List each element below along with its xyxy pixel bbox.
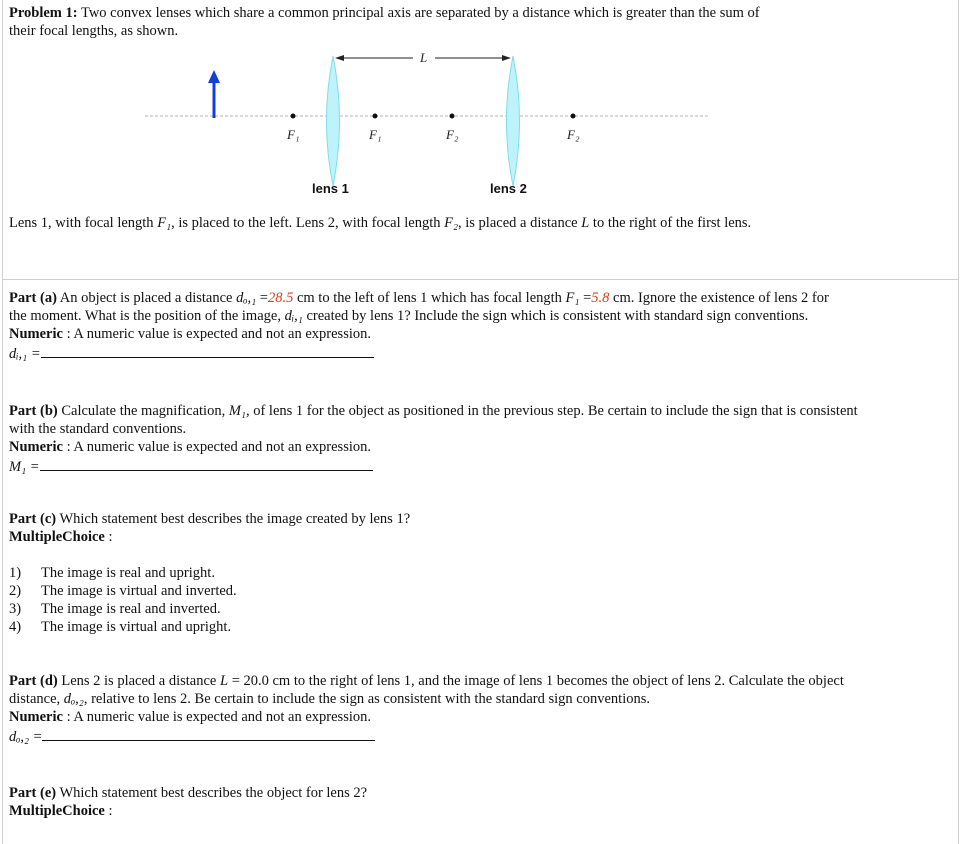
distance-label: L [420,50,428,65]
part-a-text-3: cm. Ignore the existence of lens 2 for [609,290,829,306]
part-b-label: Part (b) [9,403,58,419]
part-c-type-note: : [104,529,113,545]
part-d-text-2: = 20.0 cm to the right of lens 1, and the image of lens 1 becomes the object of lens 2. Calculate the object [228,673,844,689]
part-c-option-4[interactable] [9,618,237,636]
option-number: 3) [9,601,22,617]
part-a-label: Part (a) [9,290,57,306]
lens-2-label: lens 2 [490,181,527,196]
focal-label-2: F₁ [369,127,382,142]
part-d-label: Part (d) [9,673,58,689]
focal-point-1 [291,114,296,119]
distance-arrow-right [502,55,511,61]
intro-text [9,214,751,232]
part-e-label: Part (e) [9,785,57,801]
option-number: 2) [9,583,22,599]
part-d-type-note: : A numeric value is expected and not an expression. [62,709,371,725]
part-d-answer-symbol: dₒ,₂ = [9,729,43,745]
focal-label-4: F₂ [567,127,580,142]
intro-text-3: , is placed a distance [458,215,582,231]
part-c-options [9,564,237,636]
part-b-text-1: Calculate the magnification, [57,403,229,419]
part-c-option-1[interactable] [9,564,237,582]
part-a-text-2: cm to the left of lens 1 which has focal length [293,290,566,306]
part-b-m1: M₁ [228,403,246,419]
part-c-option-3[interactable] [9,600,237,618]
option-number: 4) [9,619,22,635]
intro-f1: F₁ [157,215,172,231]
part-a-section [3,279,958,280]
part-b-answer-blank[interactable] [40,456,373,471]
part-e-type: MultipleChoice [9,803,105,819]
part-c-option-2[interactable] [9,582,237,600]
part-a-do1: dₒ,₁ [236,290,257,306]
part-e-text: Which statement best describes the object for lens 2? [56,785,368,801]
part-a-f1: F₁ [565,290,580,306]
part-d-text-1: Lens 2 is placed a distance [57,673,220,689]
part-d-l: L [219,673,229,689]
option-text: The image is real and inverted. [41,601,221,617]
part-c-label: Part (c) [9,511,57,527]
focal-point-4 [571,114,576,119]
part-a [9,289,829,363]
part-e [9,784,367,820]
part-d [9,672,844,746]
part-d-text-4: , relative to lens 2. Be certain to include the sign as consistent with the standard sign conventions. [83,691,651,707]
option-number: 1) [9,565,22,581]
problem-label: Problem 1: [9,5,78,21]
object-arrow-head [208,70,220,83]
part-a-text-4: the moment. What is the position of the image, [9,308,285,324]
part-b-type: Numeric [9,439,63,455]
part-a-answer-symbol: dᵢ,₁ = [9,346,41,362]
problem-text: Two convex lenses which share a common principal axis are separated by a distance which is greater than the sum of [80,5,760,21]
problem-frame [2,0,959,844]
part-b-type-note: : A numeric value is expected and not an expression. [62,439,371,455]
part-e-type-note: : [104,803,113,819]
lens-2-shape [507,56,520,186]
part-a-text-1: An object is placed a distance [56,290,237,306]
part-c-text: Which statement best describes the image created by lens 1? [56,511,411,527]
lens-1-shape [327,56,340,186]
part-d-do2: dₒ,₂ [63,691,84,707]
part-c [9,510,410,546]
part-a-object-distance: 28.5 [267,290,294,306]
part-a-type-note: : A numeric value is expected and not an expression. [62,326,371,342]
distance-arrow-left [335,55,344,61]
part-a-di1: dᵢ,₁ [284,308,303,324]
lens-diagram [3,46,958,216]
intro-text-1: Lens 1, with focal length [9,215,158,231]
intro-l: L [581,215,590,231]
part-a-type: Numeric [9,326,63,342]
part-a-text-5: created by lens 1? Include the sign which is consistent with standard sign conventions. [302,308,809,324]
intro-text-2: , is placed to the left. Lens 2, with focal length [171,215,445,231]
part-b-text-2: , of lens 1 for the object as positioned in the previous step. Be certain to include the sign that is consistent [245,403,858,419]
part-b-answer-symbol: M₁ = [9,459,40,475]
problem-statement [9,4,760,40]
focal-label-1: F₁ [287,127,300,142]
option-text: The image is real and upright. [41,565,215,581]
part-d-text-3: distance, [9,691,64,707]
part-a-answer-blank[interactable] [41,343,374,358]
focal-label-3: F₂ [446,127,459,142]
part-a-focal-length: 5.8 [591,290,610,306]
option-text: The image is virtual and upright. [41,619,232,635]
problem-text-2: their focal lengths, as shown. [9,23,179,39]
part-b-text-3: with the standard conventions. [9,421,187,437]
part-a-eq2: = [579,290,592,306]
part-d-type: Numeric [9,709,63,725]
focal-point-2 [373,114,378,119]
focal-point-3 [450,114,455,119]
part-b [9,402,858,476]
part-c-type: MultipleChoice [9,529,105,545]
lens-1-label: lens 1 [312,181,349,196]
part-d-answer-blank[interactable] [42,726,375,741]
part-a-eq: = [256,290,268,306]
option-text: The image is virtual and inverted. [41,583,237,599]
intro-text-4: to the right of the first lens. [589,215,752,231]
intro-f2: F₂ [444,215,459,231]
